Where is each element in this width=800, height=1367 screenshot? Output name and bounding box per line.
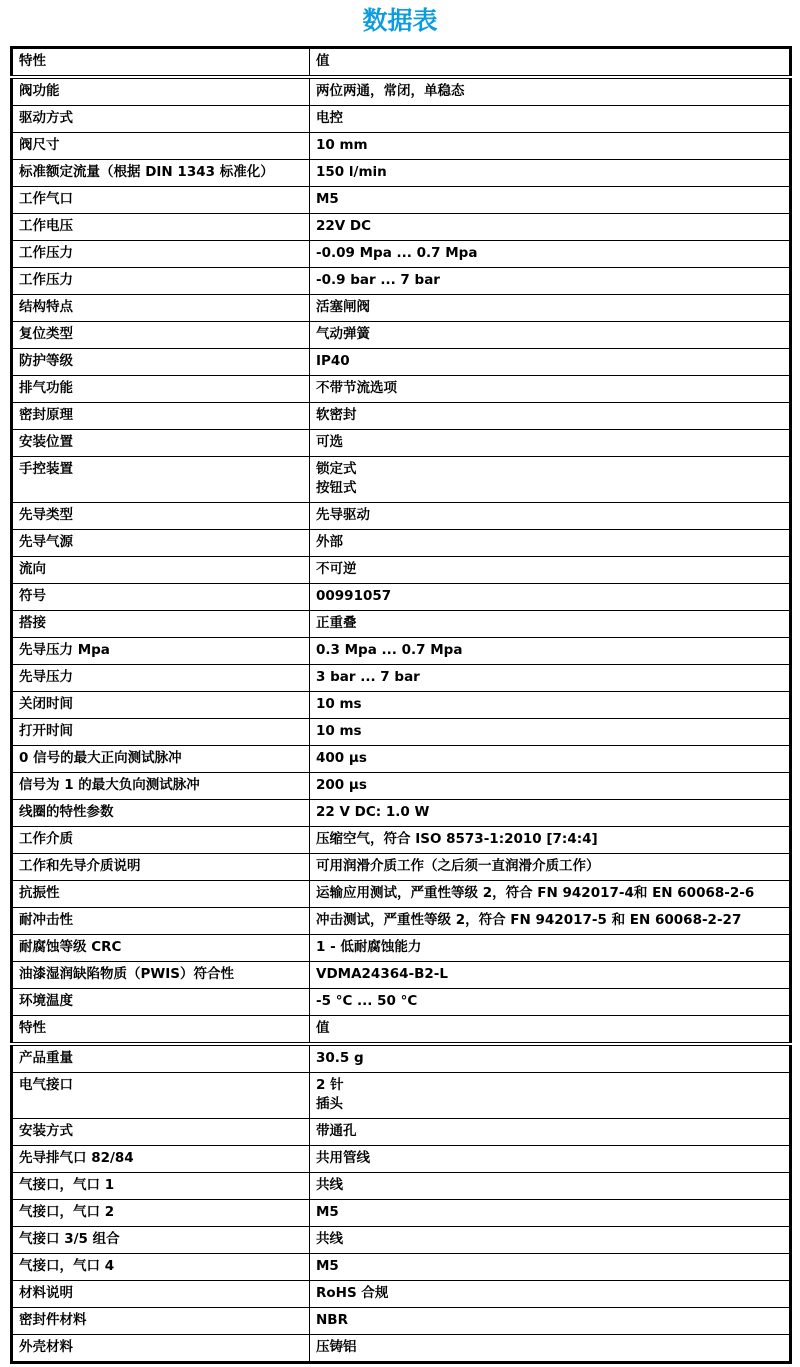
property-cell: 耐腐蚀等级 CRC <box>12 935 310 962</box>
table-row <box>12 1173 791 1200</box>
table-row <box>12 692 791 719</box>
property-cell: 线圈的特性参数 <box>12 800 310 827</box>
property-cell: 先导类型 <box>12 503 310 530</box>
value-cell <box>310 530 791 557</box>
property-cell: 复位类型 <box>12 322 310 349</box>
table-row <box>12 376 791 403</box>
property-cell: 外壳材料 <box>12 1335 310 1363</box>
table-row <box>12 322 791 349</box>
table-row <box>12 77 791 106</box>
property-cell: 电气接口 <box>12 1073 310 1119</box>
value-cell <box>310 503 791 530</box>
property-cell: 防护等级 <box>12 349 310 376</box>
value-line: 共线 <box>316 1177 343 1193</box>
value-line: 锁定式 <box>316 461 357 477</box>
value-line: NBR <box>316 1312 348 1328</box>
value-cell <box>310 160 791 187</box>
table-row <box>12 935 791 962</box>
table-row <box>12 133 791 160</box>
table-row <box>12 908 791 935</box>
property-cell: 信号为 1 的最大负向测试脉冲 <box>12 773 310 800</box>
value-cell <box>310 1119 791 1146</box>
value-cell <box>310 187 791 214</box>
value-line: 气动弹簧 <box>316 326 370 342</box>
value-cell <box>310 746 791 773</box>
value-cell <box>310 989 791 1016</box>
table-row <box>12 989 791 1016</box>
table-row <box>12 187 791 214</box>
value-line: M5 <box>316 1258 339 1274</box>
property-cell: 材料说明 <box>12 1281 310 1308</box>
table-row <box>12 1119 791 1146</box>
value-line: 共用管线 <box>316 1150 370 1166</box>
value-cell <box>310 322 791 349</box>
property-cell: 耐冲击性 <box>12 908 310 935</box>
property-cell: 工作电压 <box>12 214 310 241</box>
header-property-cell: 特性 <box>12 1016 310 1045</box>
value-cell <box>310 962 791 989</box>
property-cell: 先导压力 <box>12 665 310 692</box>
property-cell: 工作压力 <box>12 241 310 268</box>
value-cell <box>310 908 791 935</box>
value-line: 200 µs <box>316 777 367 793</box>
property-cell: 安装位置 <box>12 430 310 457</box>
value-cell <box>310 719 791 746</box>
value-line: 按钮式 <box>316 480 357 496</box>
value-line: 压缩空气，符合 ISO 8573-1:2010 [7:4:4] <box>316 831 598 847</box>
table-row <box>12 530 791 557</box>
value-line: 150 l/min <box>316 164 387 180</box>
value-cell <box>310 1227 791 1254</box>
property-cell: 气接口 3/5 组合 <box>12 1227 310 1254</box>
property-cell: 结构特点 <box>12 295 310 322</box>
value-cell <box>310 557 791 584</box>
property-cell: 标准额定流量（根据 DIN 1343 标准化） <box>12 160 310 187</box>
value-line: 共线 <box>316 1231 343 1247</box>
value-line: -5 °C ... 50 °C <box>316 993 418 1009</box>
value-cell <box>310 1044 791 1073</box>
value-cell <box>310 692 791 719</box>
property-cell: 油漆湿润缺陷物质（PWIS）符合性 <box>12 962 310 989</box>
value-cell <box>310 1281 791 1308</box>
property-cell: 环境温度 <box>12 989 310 1016</box>
table-row <box>12 1254 791 1281</box>
value-line: RoHS 合规 <box>316 1285 389 1301</box>
header-value-cell: 值 <box>310 48 791 78</box>
value-line: 电控 <box>316 110 343 126</box>
property-cell: 气接口，气口 1 <box>12 1173 310 1200</box>
table-row <box>12 1073 791 1119</box>
value-cell <box>310 214 791 241</box>
property-cell: 搭接 <box>12 611 310 638</box>
property-cell: 工作气口 <box>12 187 310 214</box>
table-row <box>12 349 791 376</box>
value-line: 22 V DC: 1.0 W <box>316 804 430 820</box>
value-cell <box>310 430 791 457</box>
value-cell <box>310 1308 791 1335</box>
property-cell: 0 信号的最大正向测试脉冲 <box>12 746 310 773</box>
value-line: VDMA24364-B2-L <box>316 966 448 982</box>
value-cell <box>310 800 791 827</box>
value-line: 0.3 Mpa ... 0.7 Mpa <box>316 642 463 658</box>
table-row <box>12 881 791 908</box>
table-row <box>12 503 791 530</box>
property-cell: 安装方式 <box>12 1119 310 1146</box>
table-row <box>12 430 791 457</box>
value-cell <box>310 268 791 295</box>
table-row <box>12 962 791 989</box>
table-row <box>12 1200 791 1227</box>
value-line: 22V DC <box>316 218 372 234</box>
table-row <box>12 1044 791 1073</box>
value-cell <box>310 935 791 962</box>
value-cell <box>310 1073 791 1119</box>
value-line: M5 <box>316 191 339 207</box>
property-cell: 先导压力 Mpa <box>12 638 310 665</box>
table-row <box>12 746 791 773</box>
property-cell: 工作压力 <box>12 268 310 295</box>
table-row <box>12 773 791 800</box>
datasheet-table <box>10 46 792 1364</box>
value-line: 2 针 <box>316 1077 344 1093</box>
value-line: 00991057 <box>316 588 392 604</box>
value-line: 不带节流选项 <box>316 380 397 396</box>
table-row <box>12 295 791 322</box>
table-row <box>12 457 791 503</box>
value-cell <box>310 611 791 638</box>
table-row <box>12 214 791 241</box>
value-cell <box>310 1254 791 1281</box>
table-row <box>12 611 791 638</box>
value-cell <box>310 665 791 692</box>
value-line: 两位两通，常闭，单稳态 <box>316 83 465 99</box>
datasheet-table-body <box>12 48 791 1363</box>
property-cell: 工作和先导介质说明 <box>12 854 310 881</box>
property-cell: 产品重量 <box>12 1044 310 1073</box>
header-value-cell: 值 <box>310 1016 791 1045</box>
value-cell <box>310 1146 791 1173</box>
property-cell: 手控装置 <box>12 457 310 503</box>
table-row <box>12 1227 791 1254</box>
value-cell <box>310 881 791 908</box>
value-line: 400 µs <box>316 750 367 766</box>
value-line: 活塞闸阀 <box>316 299 370 315</box>
value-cell <box>310 1335 791 1363</box>
property-cell: 工作介质 <box>12 827 310 854</box>
value-cell <box>310 827 791 854</box>
value-cell <box>310 638 791 665</box>
property-cell: 阀尺寸 <box>12 133 310 160</box>
table-row <box>12 719 791 746</box>
property-cell: 密封件材料 <box>12 1308 310 1335</box>
table-row <box>12 557 791 584</box>
property-cell: 阀功能 <box>12 77 310 106</box>
value-line: 10 mm <box>316 137 368 153</box>
table-row <box>12 1146 791 1173</box>
value-line: 带通孔 <box>316 1123 357 1139</box>
table-row <box>12 584 791 611</box>
value-line: 插头 <box>316 1096 343 1112</box>
value-cell <box>310 106 791 133</box>
value-line: -0.09 Mpa ... 0.7 Mpa <box>316 245 478 261</box>
property-cell: 符号 <box>12 584 310 611</box>
table-header-row <box>12 48 791 78</box>
table-row <box>12 638 791 665</box>
property-cell: 排气功能 <box>12 376 310 403</box>
value-cell <box>310 133 791 160</box>
property-cell: 流向 <box>12 557 310 584</box>
value-cell <box>310 295 791 322</box>
page-title: 数据表 <box>362 6 438 35</box>
table-row <box>12 800 791 827</box>
table-row <box>12 1281 791 1308</box>
table-row <box>12 1335 791 1363</box>
table-row <box>12 241 791 268</box>
property-cell: 先导排气口 82/84 <box>12 1146 310 1173</box>
value-line: 10 ms <box>316 696 362 712</box>
value-line: 软密封 <box>316 407 357 423</box>
property-cell: 气接口，气口 4 <box>12 1254 310 1281</box>
value-line: IP40 <box>316 353 350 369</box>
value-line: 压铸铝 <box>316 1339 357 1355</box>
value-cell <box>310 403 791 430</box>
value-cell <box>310 77 791 106</box>
value-cell <box>310 457 791 503</box>
property-cell: 打开时间 <box>12 719 310 746</box>
table-row <box>12 1308 791 1335</box>
value-line: 10 ms <box>316 723 362 739</box>
value-cell <box>310 349 791 376</box>
value-cell <box>310 584 791 611</box>
property-cell: 先导气源 <box>12 530 310 557</box>
table-row <box>12 160 791 187</box>
value-line: 不可逆 <box>316 561 357 577</box>
value-line: 正重叠 <box>316 615 357 631</box>
value-line: 冲击测试，严重性等级 2，符合 FN 942017-5 和 EN 60068-2-27 <box>316 912 742 928</box>
value-line: 先导驱动 <box>316 507 370 523</box>
value-cell <box>310 241 791 268</box>
table-row <box>12 854 791 881</box>
value-line: 可选 <box>316 434 343 450</box>
value-cell <box>310 773 791 800</box>
value-line: 3 bar ... 7 bar <box>316 669 420 685</box>
header-property-cell: 特性 <box>12 48 310 78</box>
table-row <box>12 106 791 133</box>
table-row <box>12 827 791 854</box>
value-line: 可用润滑介质工作（之后须一直润滑介质工作） <box>316 858 600 874</box>
value-line: -0.9 bar ... 7 bar <box>316 272 440 288</box>
property-cell: 关闭时间 <box>12 692 310 719</box>
property-cell: 抗振性 <box>12 881 310 908</box>
value-cell <box>310 854 791 881</box>
property-cell: 密封原理 <box>12 403 310 430</box>
value-line: 1 - 低耐腐蚀能力 <box>316 939 422 955</box>
table-row <box>12 403 791 430</box>
value-line: 外部 <box>316 534 343 550</box>
value-line: M5 <box>316 1204 339 1220</box>
value-cell <box>310 1200 791 1227</box>
value-line: 30.5 g <box>316 1050 364 1066</box>
value-line: 运输应用测试，严重性等级 2，符合 FN 942017-4和 EN 60068-2-6 <box>316 885 755 901</box>
property-cell: 驱动方式 <box>12 106 310 133</box>
value-cell <box>310 1173 791 1200</box>
value-cell <box>310 376 791 403</box>
table-row <box>12 268 791 295</box>
table-header-row <box>12 1016 791 1045</box>
property-cell: 气接口，气口 2 <box>12 1200 310 1227</box>
table-row <box>12 665 791 692</box>
